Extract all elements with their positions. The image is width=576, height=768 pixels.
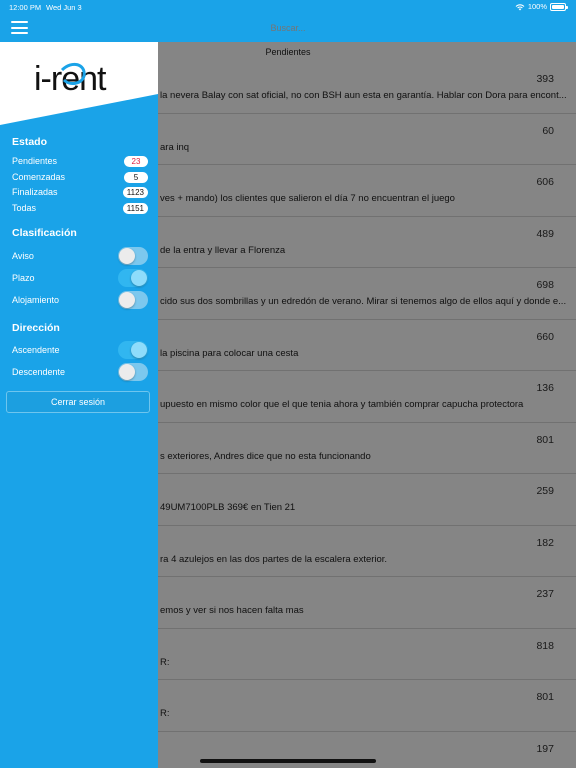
- toggle-label: Descendente: [12, 367, 66, 377]
- item-number: 182: [536, 536, 554, 549]
- item-description: ara inq: [160, 141, 190, 153]
- item-number: 801: [536, 691, 554, 703]
- item-description: la piscina para colocar una cesta: [160, 347, 299, 359]
- estado-heading: Estado: [12, 136, 48, 148]
- estado-item-pendientes[interactable]: [12, 154, 150, 168]
- direccion-heading: Dirección: [12, 322, 60, 334]
- item-number: 259: [536, 485, 554, 497]
- alojamiento-toggle[interactable]: [118, 291, 148, 309]
- item-number: 136: [536, 382, 554, 394]
- logo-area: [0, 42, 158, 125]
- plazo-toggle[interactable]: [118, 269, 148, 287]
- descendente-toggle[interactable]: [118, 363, 148, 381]
- battery-icon: [550, 3, 566, 11]
- menu-icon[interactable]: [11, 21, 28, 34]
- irent-logo: [0, 42, 158, 125]
- ascendente-toggle[interactable]: [118, 341, 148, 359]
- nav-bar: [0, 14, 576, 42]
- estado-item-todas[interactable]: [12, 201, 150, 215]
- estado-item-label: Finalizadas: [12, 187, 58, 197]
- toggle-label: Aviso: [12, 251, 34, 261]
- home-indicator[interactable]: [200, 759, 376, 763]
- estado-item-comenzadas[interactable]: [12, 170, 150, 184]
- item-number: 393: [536, 73, 554, 85]
- estado-item-label: Todas: [12, 203, 37, 213]
- toggle-label: Ascendente: [12, 345, 60, 355]
- item-number: 698: [536, 279, 554, 291]
- status-time: 12:00 PM: [9, 3, 42, 12]
- item-number: 237: [536, 588, 554, 600]
- item-description: R:: [160, 656, 170, 668]
- logo-text: i-rent: [34, 60, 106, 98]
- item-number: 801: [536, 433, 554, 446]
- sidebar: [0, 42, 158, 768]
- toggle-label: Plazo: [12, 273, 35, 283]
- item-description: emos y ver si nos hacen falta mas: [160, 605, 304, 616]
- aviso-toggle[interactable]: [118, 247, 148, 265]
- estado-item-finalizadas[interactable]: [12, 185, 150, 199]
- item-description: de la entra y llevar a Florenza: [160, 244, 286, 256]
- item-description: ves + mando) los clientes que salieron el día 7 no encuentran el juego: [160, 193, 455, 204]
- item-description: R:: [160, 708, 170, 719]
- status-bar: [0, 0, 576, 14]
- item-number: 660: [536, 330, 554, 343]
- toggle-label: Alojamiento: [12, 295, 60, 305]
- item-description: 49UM7100PLB 369€ en Tien 21: [160, 502, 296, 513]
- estado-item-label: Pendientes: [12, 156, 58, 166]
- direccion-descendente: [12, 363, 152, 381]
- item-description: cido sus dos sombrillas y un edredón de verano. Mirar si tenemos algo de ellos aquí y donde e...: [160, 296, 567, 307]
- item-number: 818: [536, 639, 554, 652]
- count-badge: 5: [124, 172, 148, 183]
- wifi-icon: [515, 3, 525, 11]
- list-title: Pendientes: [265, 47, 311, 57]
- count-badge: 1123: [123, 187, 148, 198]
- search-input[interactable]: [198, 20, 378, 36]
- item-description: ra 4 azulejos en las dos partes de la escalera exterior.: [160, 553, 388, 565]
- clasificacion-heading: Clasificación: [12, 227, 77, 239]
- logout-button[interactable]: Cerrar sesión: [6, 391, 150, 413]
- status-right: [515, 2, 566, 11]
- item-number: 489: [536, 227, 554, 240]
- item-description: s exteriores, Andres dice que no esta funcionando: [160, 450, 371, 462]
- item-number: 606: [536, 176, 554, 188]
- item-number: 60: [542, 124, 554, 137]
- status-date: Wed Jun 3: [46, 3, 82, 12]
- count-badge: 1151: [123, 203, 148, 214]
- clasificacion-aviso: [12, 247, 152, 265]
- estado-item-label: Comenzadas: [12, 172, 66, 182]
- clasificacion-plazo: [12, 269, 152, 287]
- item-description: la nevera Balay con sat oficial, no con BSH aun esta en garantía. Hablar con Dora para encont...: [160, 90, 567, 101]
- count-badge: 23: [124, 156, 148, 167]
- direccion-ascendente: [12, 341, 152, 359]
- item-description: upuesto en mismo color que el que tenia ahora y también comprar capucha protectora: [160, 399, 524, 410]
- clasificacion-alojamiento: [12, 291, 152, 309]
- battery-percent: 100%: [527, 2, 547, 11]
- item-number: 197: [536, 742, 554, 755]
